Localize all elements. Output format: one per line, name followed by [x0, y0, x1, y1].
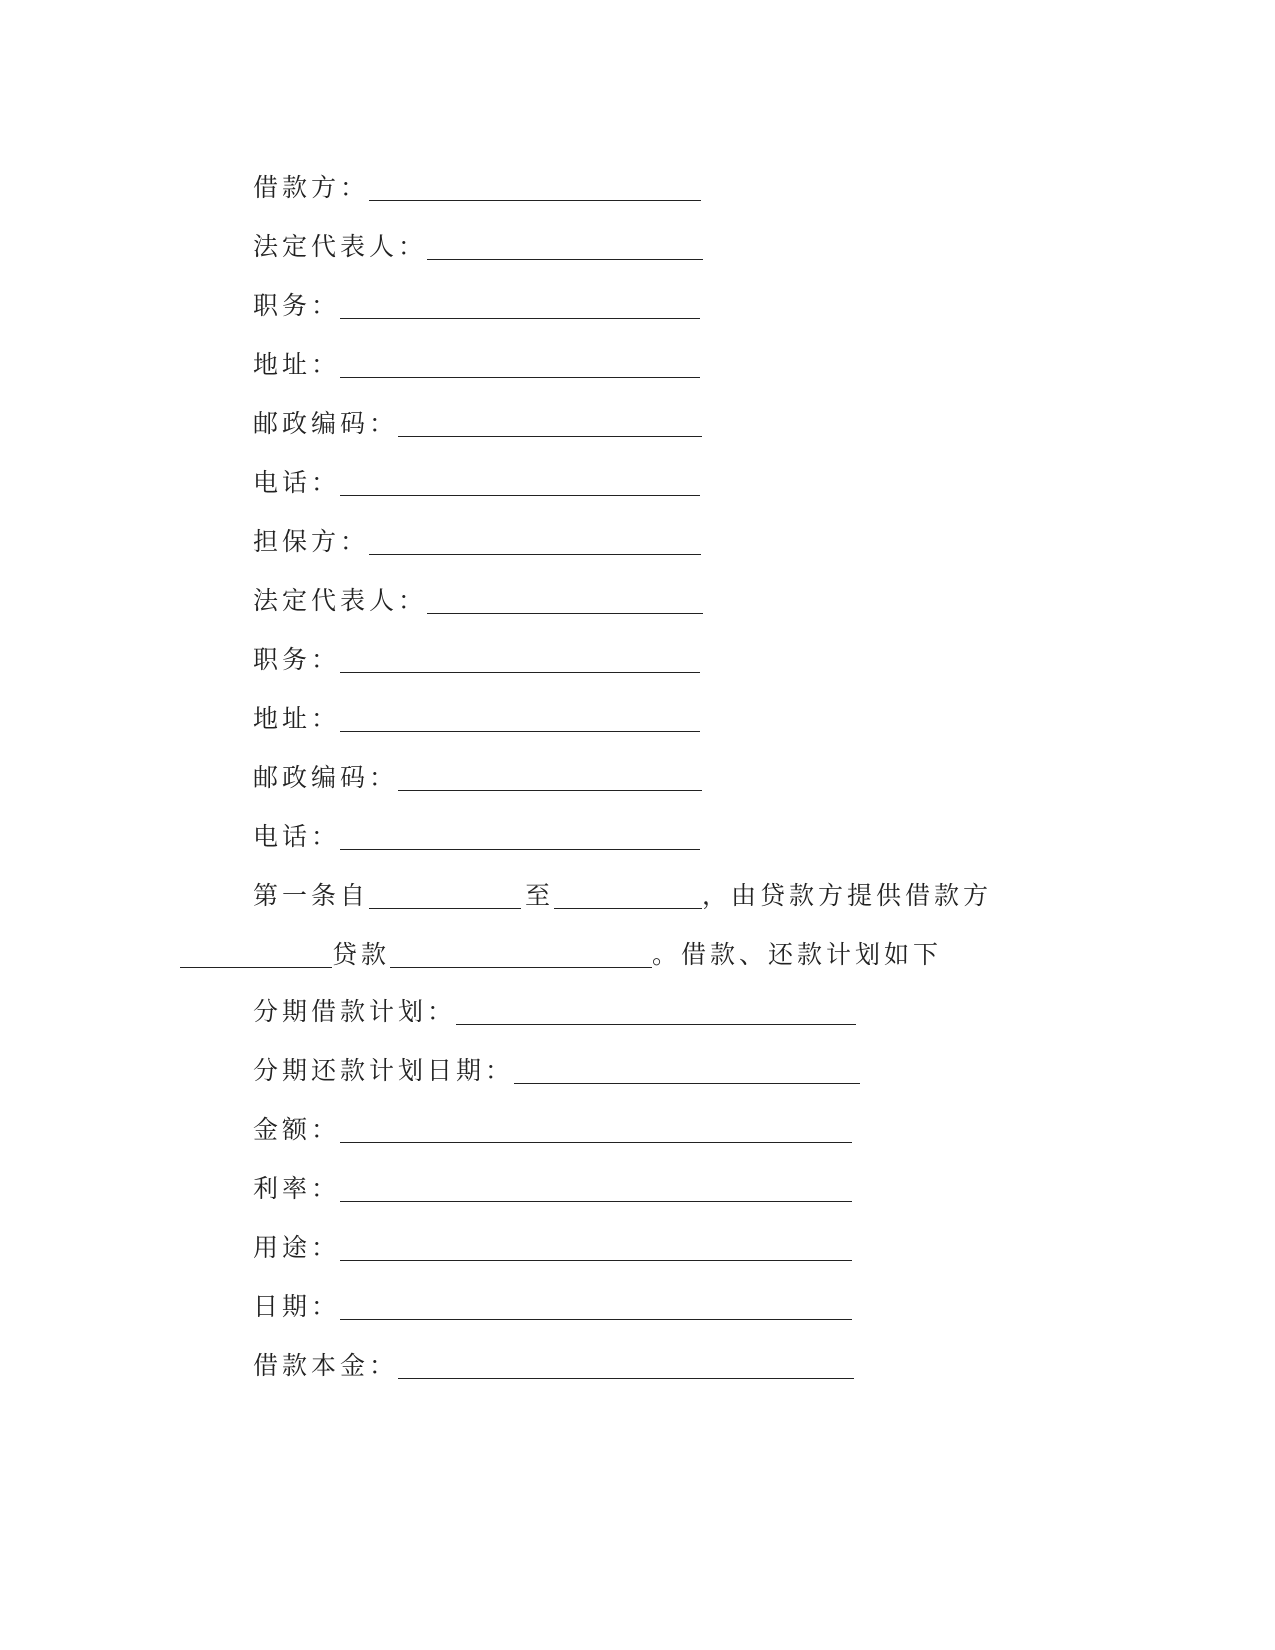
guarantor-postcode-label: 邮政编码： [253, 763, 399, 792]
borrower-address-blank[interactable] [340, 373, 700, 378]
borrower-rep-blank[interactable] [427, 255, 703, 260]
plan-purpose-blank[interactable] [340, 1256, 852, 1261]
borrower-name-label: 借款方： [253, 173, 370, 202]
article1-start-date-blank[interactable] [369, 904, 521, 909]
plan-borrow-row [253, 987, 856, 1027]
plan-amount-label: 金额： [253, 1115, 341, 1144]
article1-loan-type-blank[interactable] [180, 963, 332, 968]
guarantor-name-label: 担保方： [253, 527, 370, 556]
guarantor-title-blank[interactable] [340, 668, 700, 673]
borrower-title-row [253, 281, 700, 321]
guarantor-address-row [253, 694, 700, 734]
guarantor-rep-row [253, 576, 703, 616]
plan-date-blank[interactable] [340, 1315, 852, 1320]
borrower-phone-blank[interactable] [340, 491, 700, 496]
plan-date-label: 日期： [253, 1292, 341, 1321]
article1-prefix: 第一条自 [253, 881, 370, 910]
plan-principal-blank[interactable] [398, 1374, 854, 1379]
borrower-postcode-row [253, 399, 702, 439]
plan-purpose-label: 用途： [253, 1233, 341, 1262]
borrower-rep-label: 法定代表人： [253, 232, 428, 261]
plan-rate-blank[interactable] [340, 1197, 852, 1202]
plan-date-row [253, 1282, 852, 1322]
article1-end-date-blank[interactable] [554, 904, 702, 909]
article1-lender-clause: ，由贷款方提供借款方 [702, 881, 993, 910]
article1-loan-amount-blank[interactable] [390, 963, 652, 968]
guarantor-address-blank[interactable] [340, 727, 700, 732]
guarantor-rep-label: 法定代表人： [253, 586, 428, 615]
plan-repay-date-blank[interactable] [514, 1079, 860, 1084]
plan-amount-row [253, 1105, 852, 1145]
guarantor-postcode-row [253, 753, 702, 793]
guarantor-title-label: 职务： [253, 645, 341, 674]
article1-plan-intro: 。借款、还款计划如下 [652, 940, 943, 969]
borrower-phone-label: 电话： [253, 468, 341, 497]
borrower-title-blank[interactable] [340, 314, 700, 319]
borrower-address-row [253, 340, 700, 380]
guarantor-rep-blank[interactable] [427, 609, 703, 614]
borrower-rep-row [253, 222, 703, 262]
plan-rate-label: 利率： [253, 1174, 341, 1203]
guarantor-postcode-blank[interactable] [398, 786, 702, 791]
plan-principal-row [253, 1341, 854, 1381]
guarantor-phone-row [253, 812, 700, 852]
plan-rate-row [253, 1164, 852, 1204]
plan-purpose-row [253, 1223, 852, 1263]
borrower-address-label: 地址： [253, 350, 341, 379]
guarantor-phone-blank[interactable] [340, 845, 700, 850]
guarantor-title-row [253, 635, 700, 675]
borrower-name-blank[interactable] [369, 196, 701, 201]
plan-borrow-blank[interactable] [456, 1020, 856, 1025]
guarantor-name-blank[interactable] [369, 550, 701, 555]
plan-repay-date-row [253, 1046, 860, 1086]
plan-amount-blank[interactable] [340, 1138, 852, 1143]
article1-line2 [180, 930, 942, 970]
article1-loan: 贷款 [332, 940, 391, 969]
plan-borrow-label: 分期借款计划： [253, 997, 457, 1026]
article1-line1 [253, 871, 992, 911]
plan-repay-date-label: 分期还款计划日期： [253, 1056, 515, 1085]
article1-to: 至 [525, 881, 555, 910]
borrower-title-label: 职务： [253, 291, 341, 320]
guarantor-name-row [253, 517, 701, 557]
guarantor-address-label: 地址： [253, 704, 341, 733]
guarantor-phone-label: 电话： [253, 822, 341, 851]
borrower-postcode-blank[interactable] [398, 432, 702, 437]
plan-principal-label: 借款本金： [253, 1351, 399, 1380]
borrower-phone-row [253, 458, 700, 498]
borrower-postcode-label: 邮政编码： [253, 409, 399, 438]
borrower-name-row [253, 163, 701, 203]
